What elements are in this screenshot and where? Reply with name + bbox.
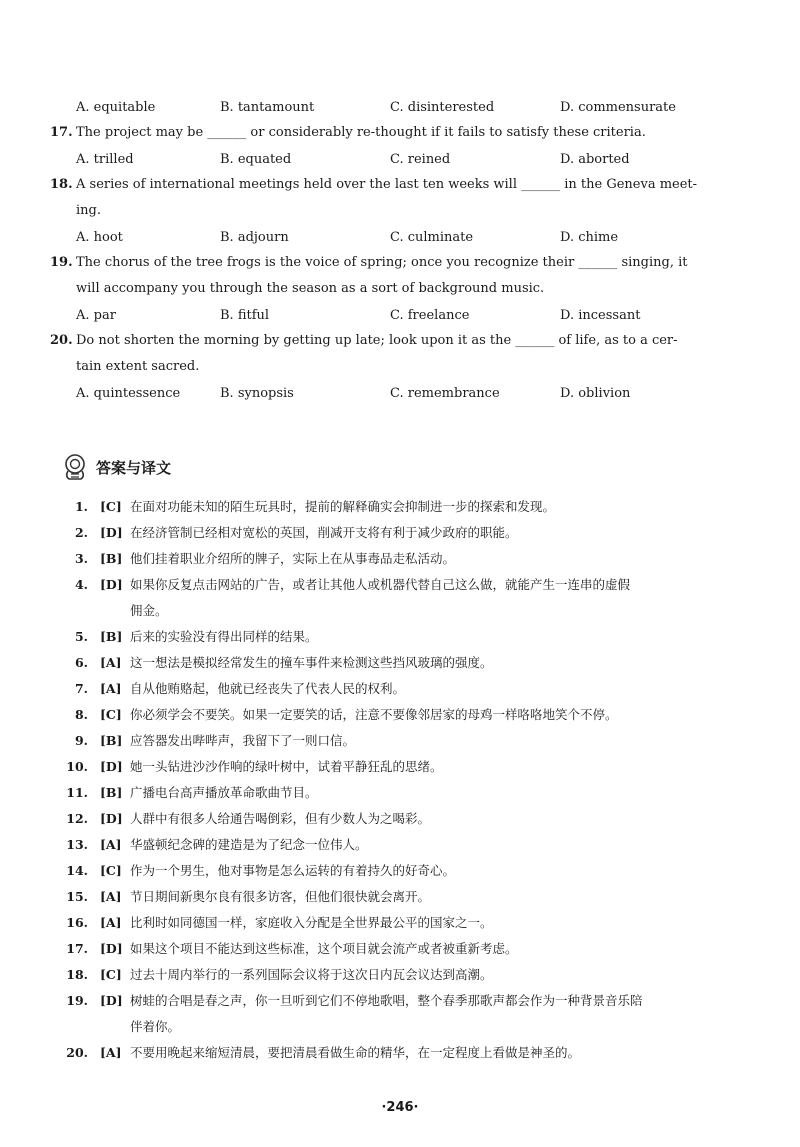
- question-number: 18.: [50, 177, 73, 192]
- answer-item: [64, 936, 754, 962]
- answer-key: [D]: [100, 941, 123, 956]
- answer-key: [B]: [100, 733, 123, 748]
- question-20: [50, 328, 750, 354]
- answer-key: [C]: [100, 863, 122, 878]
- answer-key: [D]: [100, 525, 123, 540]
- option-c: C. culminate: [390, 229, 474, 245]
- option-b: B. equated: [220, 151, 292, 167]
- answer-key: [C]: [100, 499, 122, 514]
- question-text-continued: ing.: [76, 203, 101, 218]
- answer-number: 9.: [74, 733, 88, 748]
- question-text-continued: will accompany you through the season as a sort of background music.: [76, 281, 545, 296]
- answer-key: [A]: [100, 837, 122, 852]
- answer-item: [64, 702, 754, 728]
- answers-title: 答案与译文: [96, 458, 172, 477]
- option-d: D. oblivion: [560, 385, 631, 401]
- q20-options: [50, 380, 750, 406]
- option-d: D. incessant: [560, 307, 641, 323]
- answer-key: [B]: [100, 785, 123, 800]
- answer-translation: 你必须学会不要笑。如果一定要笑的话，注意不要像邻居家的母鸡一样咯咯地笑个不停。: [130, 707, 618, 722]
- answer-item: [64, 832, 754, 858]
- answer-item: [64, 676, 754, 702]
- answer-key-icon: [60, 452, 90, 482]
- answer-translation: 他们挂着职业介绍所的牌子，实际上在从事毒品走私活动。: [130, 551, 456, 566]
- answer-item: [64, 988, 754, 1040]
- answer-number: 18.: [66, 967, 88, 982]
- option-a: A. quintessence: [76, 385, 181, 401]
- answer-number: 5.: [74, 629, 88, 644]
- option-b: B. tantamount: [220, 99, 315, 115]
- answer-number: 3.: [74, 551, 88, 566]
- answer-translation: 比利时如同德国一样，家庭收入分配是全世界最公平的国家之一。: [130, 915, 493, 930]
- answer-item: [64, 494, 754, 520]
- option-b: B. adjourn: [220, 229, 289, 245]
- option-a: A. equitable: [76, 99, 156, 115]
- answer-number: 12.: [66, 811, 88, 826]
- answer-item: [64, 650, 754, 676]
- answer-item: [64, 1040, 754, 1066]
- option-d: D. chime: [560, 229, 619, 245]
- answer-translation: 节日期间新奥尔良有很多访客，但他们很快就会离开。: [130, 889, 431, 904]
- option-a: A. hoot: [76, 229, 123, 245]
- answer-number: 2.: [74, 525, 88, 540]
- answer-number: 11.: [66, 785, 88, 800]
- answer-number: 14.: [66, 863, 88, 878]
- answer-translation: 这一想法是模拟经常发生的撞车事件来检测这些挡风玻璃的强度。: [130, 655, 493, 670]
- answer-number: 8.: [74, 707, 88, 722]
- answer-number: 17.: [66, 941, 88, 956]
- answer-translation: 树蛙的合唱是春之声，你一旦听到它们不停地歌唱，整个春季那歌声都会作为一种背景音乐陪: [130, 993, 643, 1008]
- answer-item: [64, 728, 754, 754]
- option-b: B. fitful: [220, 307, 270, 323]
- option-b: B. synopsis: [220, 385, 294, 401]
- answer-item: [64, 754, 754, 780]
- answer-number: 4.: [74, 577, 88, 592]
- answer-key: [D]: [100, 993, 123, 1008]
- answer-number: 6.: [74, 655, 88, 670]
- answer-key: [C]: [100, 707, 122, 722]
- question-text: The chorus of the tree frogs is the voice of spring; once you recognize their ______ singing, it: [76, 255, 688, 270]
- option-a: A. par: [76, 307, 116, 323]
- answer-translation: 自从他贿赂起，他就已经丧失了代表人民的权利。: [130, 681, 406, 696]
- answer-translation: 她一头钻进沙沙作响的绿叶树中，试着平静狂乱的思绪。: [130, 759, 443, 774]
- answer-item: [64, 546, 754, 572]
- answer-item: [64, 884, 754, 910]
- option-c: C. remembrance: [390, 385, 500, 401]
- answer-number: 20.: [66, 1045, 88, 1060]
- answers-header: [60, 452, 171, 482]
- answer-translation: 人群中有很多人给通告喝倒彩，但有少数人为之喝彩。: [130, 811, 431, 826]
- answer-translation: 如果这个项目不能达到这些标准，这个项目就会流产或者被重新考虑。: [130, 941, 518, 956]
- q18-options: [50, 224, 750, 250]
- q19-options: [50, 302, 750, 328]
- answer-translation: 在经济管制已经相对宽松的英国，削减开支将有利于减少政府的职能。: [130, 525, 518, 540]
- option-c: C. disinterested: [390, 99, 495, 115]
- question-text: A series of international meetings held over the last ten weeks will ______ in the Geneva meet-: [76, 177, 698, 192]
- answer-item: [64, 520, 754, 546]
- answer-item: [64, 572, 754, 624]
- answer-number: 13.: [66, 837, 88, 852]
- answer-key: [C]: [100, 967, 122, 982]
- answer-translation: 后来的实验没有得出同样的结果。: [130, 629, 318, 644]
- option-c: C. reined: [390, 151, 451, 167]
- answer-key: [A]: [100, 1045, 122, 1060]
- questions-section: [50, 94, 750, 406]
- answer-key: [D]: [100, 577, 123, 592]
- q17-options: [50, 146, 750, 172]
- answer-key: [A]: [100, 915, 122, 930]
- answer-key: [A]: [100, 681, 122, 696]
- question-number: 19.: [50, 255, 73, 270]
- answer-translation: 作为一个男生，他对事物是怎么运转的有着持久的好奇心。: [130, 863, 456, 878]
- answer-item: [64, 780, 754, 806]
- question-19: [50, 250, 750, 276]
- answer-key: [D]: [100, 759, 123, 774]
- answer-key: [B]: [100, 629, 123, 644]
- answer-number: 10.: [66, 759, 88, 774]
- answer-item: [64, 624, 754, 650]
- question-number: 17.: [50, 125, 73, 140]
- answer-key: [A]: [100, 655, 122, 670]
- answer-number: 19.: [66, 993, 88, 1008]
- option-a: A. trilled: [76, 151, 134, 167]
- answer-number: 16.: [66, 915, 88, 930]
- question-18: [50, 172, 750, 198]
- question-text-continued: tain extent sacred.: [76, 359, 200, 374]
- answer-translation-continued: 伴着你。: [130, 1019, 181, 1034]
- answer-translation: 华盛顿纪念碑的建造是为了纪念一位伟人。: [130, 837, 368, 852]
- answers-list: [64, 494, 754, 1066]
- answer-translation: 广播电台高声播放革命歌曲节目。: [130, 785, 318, 800]
- option-d: D. commensurate: [560, 99, 676, 115]
- answer-translation: 应答器发出哔哔声，我留下了一则口信。: [130, 733, 356, 748]
- answer-translation: 如果你反复点击网站的广告，或者让其他人或机器代替自己这么做，就能产生一连串的虚假: [130, 577, 631, 592]
- answer-item: [64, 962, 754, 988]
- answer-key: [A]: [100, 889, 122, 904]
- question-17: [50, 120, 750, 146]
- question-text: Do not shorten the morning by getting up late; look upon it as the ______ of life, as to a cer-: [76, 333, 678, 348]
- q16-options: [50, 94, 750, 120]
- answer-item: [64, 910, 754, 936]
- answer-number: 1.: [74, 499, 88, 514]
- question-number: 20.: [50, 333, 73, 348]
- answer-number: 7.: [74, 681, 88, 696]
- answer-key: [D]: [100, 811, 123, 826]
- page-number: ·246·: [381, 1100, 419, 1115]
- answer-translation: 过去十周内举行的一系列国际会议将于这次日内瓦会议达到高潮。: [130, 967, 493, 982]
- answer-key: [B]: [100, 551, 123, 566]
- option-d: D. aborted: [560, 151, 630, 167]
- answer-number: 15.: [66, 889, 88, 904]
- answer-translation: 不要用晚起来缩短清晨，要把清晨看做生命的精华，在一定程度上看做是神圣的。: [130, 1045, 581, 1060]
- answer-item: [64, 858, 754, 884]
- answer-translation: 在面对功能未知的陌生玩具时，提前的解释确实会抑制进一步的探索和发现。: [130, 499, 556, 514]
- question-text: The project may be ______ or considerably re-thought if it fails to satisfy these criteria.: [76, 125, 646, 140]
- option-c: C. freelance: [390, 307, 470, 323]
- answer-translation-continued: 佣金。: [130, 603, 168, 618]
- answer-item: [64, 806, 754, 832]
